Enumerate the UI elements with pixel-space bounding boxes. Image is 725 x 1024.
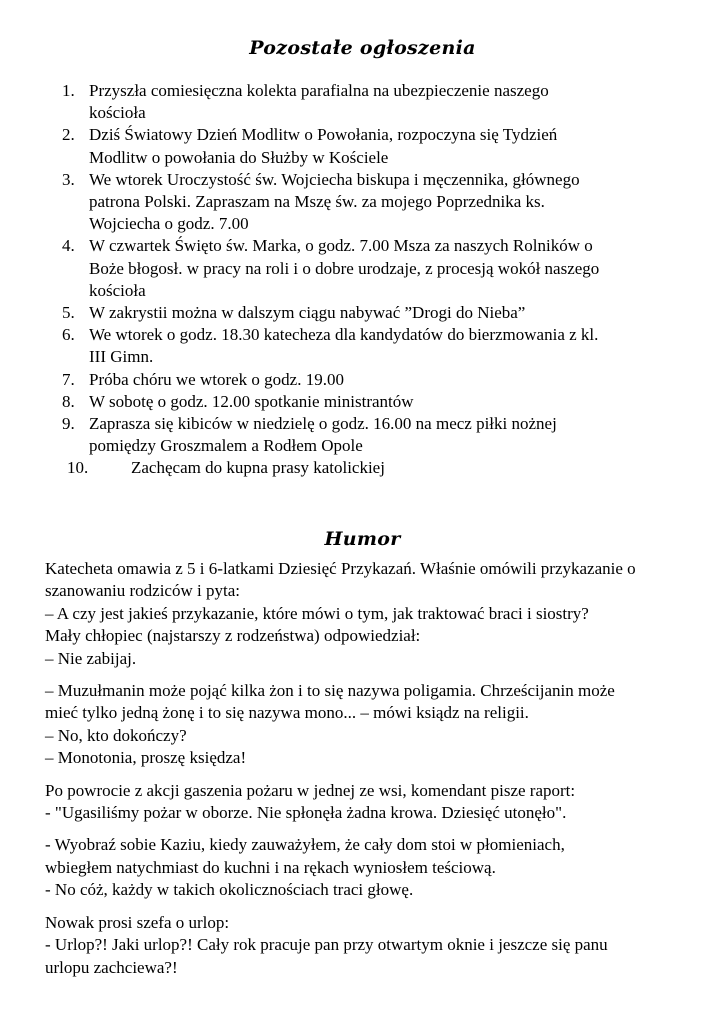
joke-line: urlopu zachciewa?! <box>45 957 178 977</box>
announcements-heading: Pozostałe ogłoszenia <box>249 37 476 59</box>
announcement-line: Zaprasza się kibiców w niedzielę o godz. 16.00 na mecz piłki nożnej <box>89 414 557 434</box>
announcement-number: 8. <box>62 391 75 411</box>
announcement-line: Próba chóru we wtorek o godz. 19.00 <box>89 369 344 389</box>
announcement-number: 9. <box>62 414 75 434</box>
announcement-line: W zakrystii można w dalszym ciągu nabywać ”Drogi do Nieba” <box>89 303 526 323</box>
joke-paragraph <box>45 558 695 670</box>
announcement-line: We wtorek o godz. 18.30 katecheza dla kandydatów do bierzmowania z kl. <box>89 325 599 345</box>
announcement-number: 10. <box>67 458 89 478</box>
joke-line: - No cóż, każdy w takich okolicznościach traci głowę. <box>45 880 414 900</box>
joke-line: – Muzułmanin może pojąć kilka żon i to się nazywa poligamia. Chrześcijanin może <box>45 681 615 701</box>
announcement-line: Dziś Światowy Dzień Modlitw o Powołania, rozpoczyna się Tydzień <box>89 125 558 145</box>
announcement-line: pomiędzy Groszmalem a Rodłem Opole <box>89 436 363 456</box>
joke-line: – A czy jest jakieś przykazanie, które mówi o tym, jak traktować braci i siostry? <box>45 603 589 623</box>
joke-paragraph <box>45 912 695 979</box>
announcement-line: patrona Polski. Zapraszam na Mszę św. za mojego Poprzednika ks. <box>89 192 545 212</box>
announcement-item <box>62 124 692 168</box>
announcement-item <box>62 391 692 413</box>
humor-heading: Humor <box>324 528 401 550</box>
announcement-item <box>62 169 692 236</box>
announcement-number: 6. <box>62 325 75 345</box>
announcement-line: W czwartek Święto św. Marka, o godz. 7.00 Msza za naszych Rolników o <box>89 236 593 256</box>
joke-paragraph <box>45 780 695 825</box>
announcement-item <box>62 235 692 302</box>
announcement-line: kościoła <box>89 280 146 300</box>
announcement-item <box>62 302 692 324</box>
announcement-line: Wojciecha o godz. 7.00 <box>89 214 249 234</box>
joke-line: Katecheta omawia z 5 i 6-latkami Dziesięć Przykazań. Właśnie omówili przykazanie o <box>45 559 636 578</box>
joke-paragraph <box>45 834 695 901</box>
joke-line: wbiegłem natychmiast do kuchni i na rękach wyniosłem teściową. <box>45 857 496 877</box>
announcement-number: 7. <box>62 369 75 389</box>
announcement-line: III Gimn. <box>89 347 154 367</box>
announcement-line: We wtorek Uroczystość św. Wojciecha biskupa i męczennika, głównego <box>89 169 580 189</box>
announcement-number: 5. <box>62 303 75 323</box>
announcement-line: Zachęcam do kupna prasy katolickiej <box>131 458 385 478</box>
announcement-item <box>62 413 692 457</box>
joke-paragraph <box>45 680 695 770</box>
announcement-line: Boże błogosł. w pracy na roli i o dobre urodzaje, z procesją wokół naszego <box>89 258 600 278</box>
announcement-line: Przyszła comiesięczna kolekta parafialna na ubezpieczenie naszego <box>89 81 549 100</box>
announcement-number: 1. <box>62 81 75 100</box>
joke-line: szanowaniu rodziców i pyta: <box>45 581 240 601</box>
announcement-item <box>62 457 692 479</box>
announcement-line: kościoła <box>89 103 146 123</box>
announcement-number: 3. <box>62 169 75 189</box>
joke-line: - Wyobraź sobie Kaziu, kiedy zauważyłem, że cały dom stoi w płomieniach, <box>45 835 565 855</box>
joke-line: - "Ugasiliśmy pożar w oborze. Nie spłonęła żadna krowa. Dziesięć utonęło". <box>45 803 567 823</box>
announcements-list <box>62 80 692 480</box>
joke-line: Po powrocie z akcji gaszenia pożaru w jednej ze wsi, komendant pisze raport: <box>45 780 576 800</box>
announcement-item <box>62 80 692 124</box>
joke-line: – No, kto dokończy? <box>45 725 187 745</box>
announcement-line: W sobotę o godz. 12.00 spotkanie ministrantów <box>89 391 414 411</box>
announcement-item <box>62 324 692 368</box>
joke-line: mieć tylko jedną żonę i to się nazywa mono... – mówi ksiądz na religii. <box>45 703 529 723</box>
joke-line: - Urlop?! Jaki urlop?! Cały rok pracuje pan przy otwartym oknie i jeszcze się panu <box>45 935 608 955</box>
joke-line: Mały chłopiec (najstarszy z rodzeństwa) odpowiedział: <box>45 626 421 646</box>
announcement-item <box>62 369 692 391</box>
announcement-line: Modlitw o powołania do Służby w Kościele <box>89 147 389 167</box>
announcement-number: 4. <box>62 236 75 256</box>
joke-line: – Monotonia, proszę księdza! <box>45 748 247 768</box>
announcement-number: 2. <box>62 125 75 145</box>
humor-section <box>45 558 695 989</box>
joke-line: Nowak prosi szefa o urlop: <box>45 912 230 932</box>
joke-line: – Nie zabijaj. <box>45 648 137 668</box>
